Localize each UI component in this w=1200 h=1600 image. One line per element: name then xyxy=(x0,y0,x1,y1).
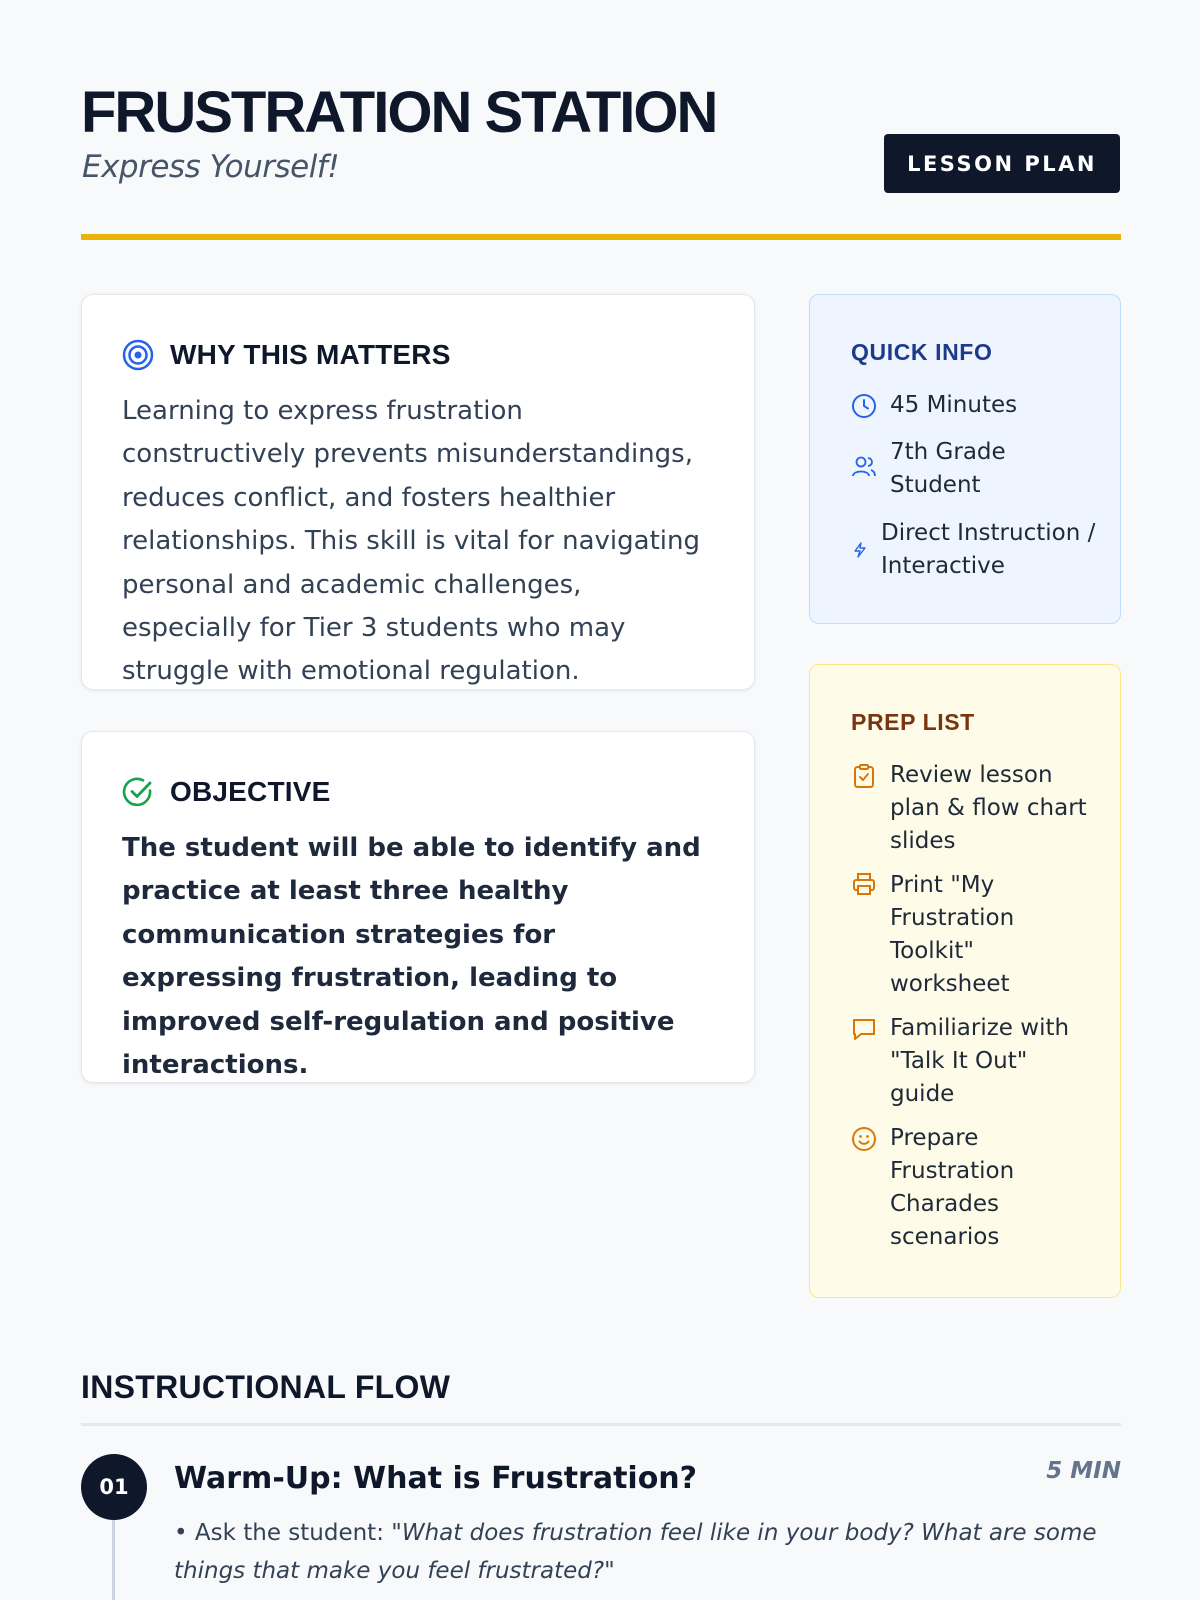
chat-icon xyxy=(851,1016,877,1042)
step-number-badge: 01 xyxy=(81,1454,147,1520)
quick-info-text: 45 Minutes xyxy=(890,392,1018,418)
page-subtitle: Express Yourself! xyxy=(82,149,340,185)
prep-list-text: Print "My Frustration Toolkit" worksheet xyxy=(890,872,1015,997)
printer-icon xyxy=(851,871,877,897)
step-instruction-quote: "What does frustration feel like in your body? What are some things that make you feel frustrated?" xyxy=(174,1520,1097,1584)
prep-list-text: Familiarize with "Talk It Out" guide xyxy=(890,1015,1070,1107)
quick-info-title: QUICK INFO xyxy=(851,339,993,365)
prep-list-item xyxy=(851,1122,1060,1254)
target-icon xyxy=(122,339,154,371)
step-duration: 5 MIN xyxy=(1046,1458,1121,1484)
prep-list-panel xyxy=(809,664,1121,1298)
why-this-matters-title: WHY THIS MATTERS xyxy=(170,339,451,370)
users-icon xyxy=(851,454,877,480)
step-instruction-lead: • Ask the student: xyxy=(174,1520,384,1546)
flow-divider xyxy=(81,1423,1121,1426)
prep-list-item xyxy=(851,1012,1090,1111)
quick-info-text: 7th Grade Student xyxy=(890,439,1006,498)
quick-info-panel xyxy=(809,294,1121,624)
smile-icon xyxy=(851,1126,877,1152)
step-instruction xyxy=(174,1514,1124,1590)
why-this-matters-card xyxy=(81,294,755,690)
why-this-matters-header xyxy=(122,339,451,371)
objective-card xyxy=(81,731,755,1083)
page-title: FRUSTRATION STATION xyxy=(81,80,717,145)
prep-list-text: Review lesson plan & flow chart slides xyxy=(890,762,1087,854)
quick-info-text: Direct Instruction / Interactive xyxy=(881,520,1096,579)
sparkle-icon xyxy=(851,541,869,559)
prep-list-item xyxy=(851,759,1090,858)
prep-list-title: PREP LIST xyxy=(851,709,975,735)
clipboard-check-icon xyxy=(851,763,877,789)
clock-icon xyxy=(851,393,877,419)
quick-info-item xyxy=(851,436,1050,502)
header-divider xyxy=(81,234,1121,240)
check-circle-icon xyxy=(122,776,154,808)
step-title: Warm-Up: What is Frustration? xyxy=(174,1461,698,1496)
prep-list-item xyxy=(851,869,1060,1001)
instructional-flow-title: INSTRUCTIONAL FLOW xyxy=(81,1369,451,1405)
lesson-plan-button[interactable]: LESSON PLAN xyxy=(884,134,1120,193)
why-this-matters-text: Learning to express frustration constructively prevents misunderstandings, reduces conflict, and fosters healthier relationships. This skill is vital for navigating personal and academic challenges, especially for Tier 3 students who may struggle with emotional regulation. xyxy=(122,396,700,687)
prep-list-text: Prepare Frustration Charades scenarios xyxy=(890,1125,1015,1250)
quick-info-item xyxy=(851,517,1096,583)
objective-text: The student will be able to identify and practice at least three healthy communication strategies for expressing frustration, leading to improved self-regulation and positive interactions. xyxy=(122,833,701,1081)
quick-info-item xyxy=(851,389,1090,422)
objective-title: OBJECTIVE xyxy=(170,776,331,807)
objective-header xyxy=(122,776,331,808)
